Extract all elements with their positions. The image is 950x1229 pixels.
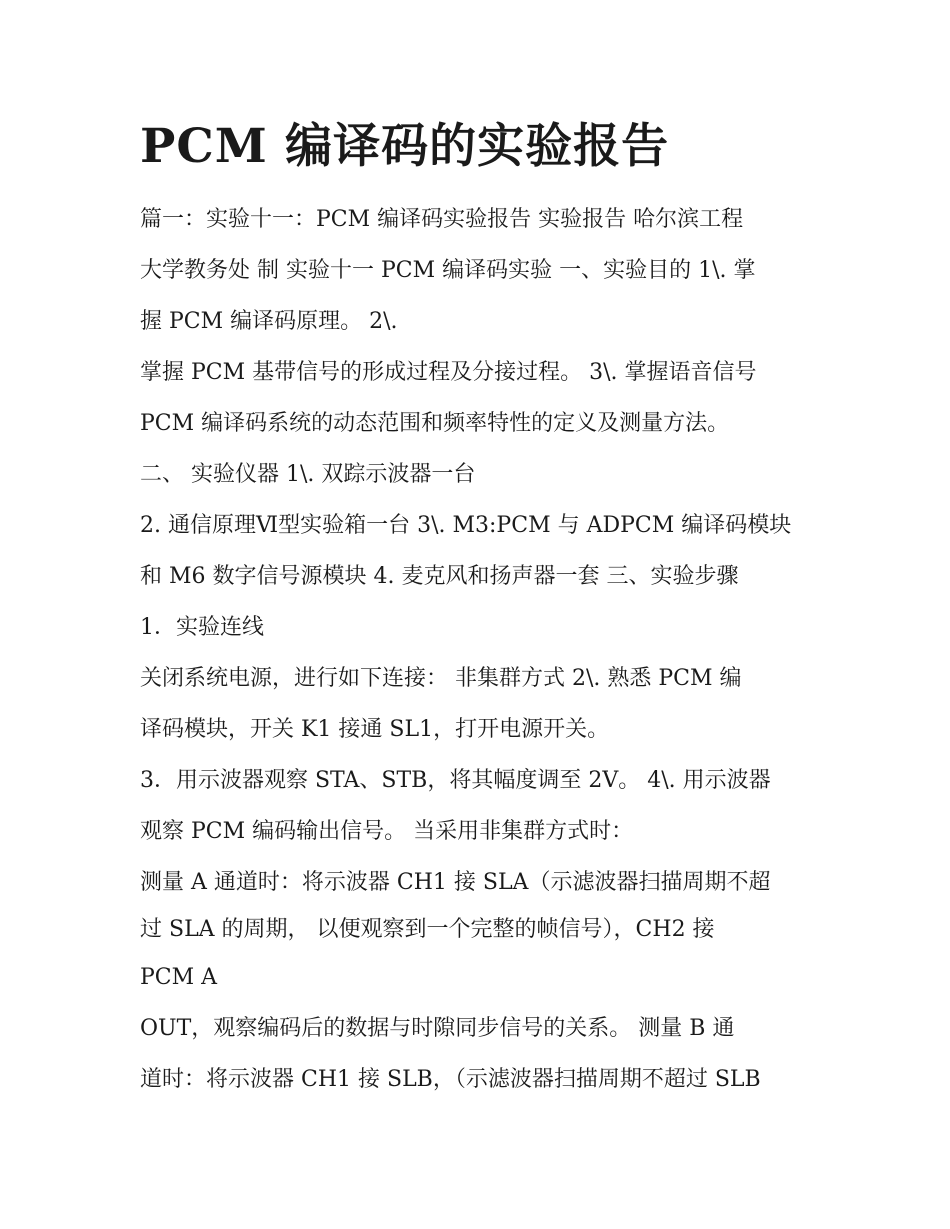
text-line: 掌握 PCM 基带信号的形成过程及分接过程。 3\. 掌握语音信号	[140, 360, 757, 385]
text-line: 测量 A 通道时：将示波器 CH1 接 SLA（示滤波器扫描周期不超	[140, 870, 771, 895]
text-line: 和 M6 数字信号源模块 4. 麦克风和扬声器一套 三、实验步骤	[140, 564, 739, 589]
text-line: 关闭系统电源，进行如下连接： 非集群方式 2\. 熟悉 PCM 编	[140, 666, 742, 691]
text-line: 大学教务处 制 实验十一 PCM 编译码实验 一、实验目的 1\. 掌	[140, 258, 756, 283]
text-line: 观察 PCM 编码输出信号。 当采用非集群方式时：	[140, 819, 634, 844]
text-line: OUT，观察编码后的数据与时隙同步信号的关系。 测量 B 通	[140, 1016, 735, 1041]
text-line: 1．实验连线	[140, 615, 264, 640]
document-body	[140, 194, 820, 1105]
text-line: 译码模块，开关 K1 接通 SL1，打开电源开关。	[140, 717, 610, 742]
text-line: 篇一：实验十一：PCM 编译码实验报告 实验报告 哈尔滨工程	[140, 207, 744, 232]
text-line: 二、 实验仪器 1\. 双踪示波器一台	[140, 462, 476, 487]
text-line: PCM 编译码系统的动态范围和频率特性的定义及测量方法。	[140, 411, 730, 436]
text-line: 道时：将示波器 CH1 接 SLB，（示滤波器扫描周期不超过 SLB	[140, 1067, 761, 1092]
text-line: 2. 通信原理Ⅵ型实验箱一台 3\. M3:PCM 与 ADPCM 编译码模块	[140, 513, 792, 538]
text-line: PCM A	[140, 965, 218, 990]
text-line: 3．用示波器观察 STA、STB，将其幅度调至 2V。 4\. 用示波器	[140, 768, 771, 793]
text-line: 过 SLA 的周期， 以便观察到一个完整的帧信号），CH2 接	[140, 917, 715, 942]
page-title: PCM 编译码的实验报告	[140, 119, 670, 174]
text-line: 握 PCM 编译码原理。 2\.	[140, 309, 398, 334]
